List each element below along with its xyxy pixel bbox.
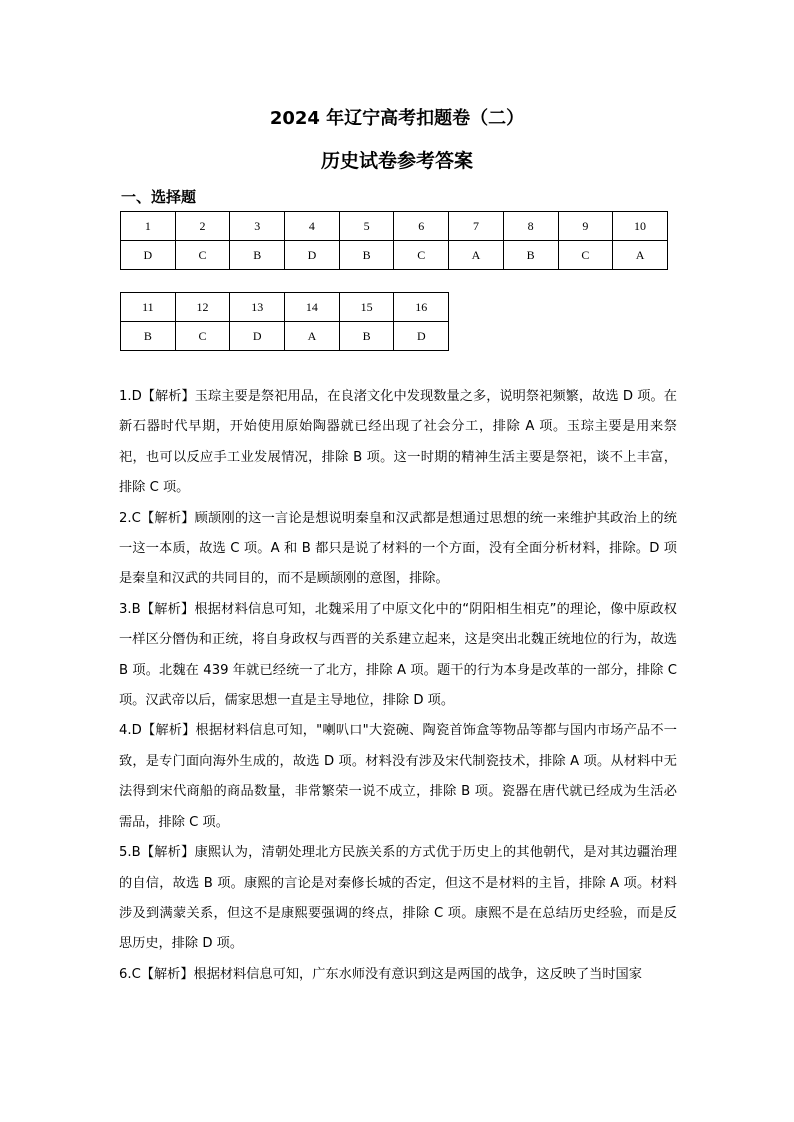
question-number: 8 [503,212,558,241]
question-number: 3 [230,212,285,241]
question-number: 2 [175,212,230,241]
answer-table-2 [120,292,449,351]
answer-cell: B [503,241,558,270]
question-number: 14 [285,293,340,322]
answer-cell: A [449,241,504,270]
question-number: 5 [339,212,394,241]
answer-cell: C [175,322,230,351]
question-number: 13 [230,293,285,322]
explanation-q6: 6.C【解析】根据材料信息可知，广东水师没有意识到这是两国的战争，这反映了当时国家 [119,966,642,982]
answer-cell: B [230,241,285,270]
answer-cell: B [339,241,394,270]
explanation-q2: 2.C【解析】顾颉刚的这一言论是想说明秦皇和汉武都是想通过思想的统一来维护其政治上的统一这一本质，故选 C 项。A 和 B 都只是说了材料的一个方面，没有全面分析材料，排除。D 项是秦皇和汉武的共同目的，而不是顾颉刚的意图，排除。 [119,510,677,587]
answer-explanations [119,382,677,990]
answer-cell: B [339,322,394,351]
answer-cell: A [613,241,668,270]
explanation-q5: 5.B【解析】康熙认为，清朝处理北方民族关系的方式优于历史上的其他朝代，是对其边疆治理的自信，故选 B 项。康熙的言论是对秦修长城的否定，但这不是材料的主旨，排除 A 项。材料涉及到满蒙关系，但这不是康熙要强调的终点，排除 C 项。康熙不是在总结历史经验，而是反思历史，排除 D 项。 [119,845,677,952]
question-number: 9 [558,212,613,241]
answer-cell: C [175,241,230,270]
question-number: 10 [613,212,668,241]
section-heading-multiple-choice: 一、选择题 [121,188,197,206]
question-number: 15 [339,293,394,322]
answer-cell: D [394,322,449,351]
answer-cell: C [558,241,613,270]
answer-cell: D [121,241,176,270]
answer-cell: C [394,241,449,270]
question-number: 4 [285,212,340,241]
answer-row [121,241,668,270]
question-number: 7 [449,212,504,241]
question-number: 1 [121,212,176,241]
question-number-row [121,212,668,241]
explanation-q1: 1.D【解析】玉琮主要是祭祀用品，在良渚文化中发现数量之多，说明祭祀频繁，故选 D 项。在新石器时代早期，开始使用原始陶器就已经出现了社会分工，排除 A 项。玉琮主要是用来祭祀，也可以反应手工业发展情况，排除 B 项。这一时期的精神生活主要是祭祀，谈不上丰富，排除 C 项。 [119,389,677,496]
document-title: 2024 年辽宁高考扣题卷（二） [269,108,525,129]
explanation-q4: 4.D【解析】根据材料信息可知，"喇叭口"大瓷碗、陶瓷首饰盒等物品等都与国内市场产品不一致，是专门面向海外生成的，故选 D 项。材料没有涉及宋代制瓷技术，排除 A 项。从材料中无法得到宋代商船的商品数量，非常繁荣一说不成立，排除 B 项。瓷器在唐代就已经成为生活必需品，排除 C 项。 [119,723,677,830]
answer-table-1 [120,211,668,270]
question-number: 6 [394,212,449,241]
answer-row [121,322,449,351]
answer-cell: B [121,322,176,351]
document-subtitle: 历史试卷参考答案 [320,150,473,172]
explanation-q3: 3.B【解析】根据材料信息可知，北魏采用了中原文化中的“阴阳相生相克”的理论，像中原政权一样区分僭伪和正统，将自身政权与西晋的关系建立起来，这是突出北魏正统地位的行为，故选 B 项。北魏在 439 年就已经统一了北方，排除 A 项。题干的行为本身是改革的一部分，排除 C 项。汉武帝以后，儒家思想一直是主导地位，排除 D 项。 [119,601,677,709]
question-number: 16 [394,293,449,322]
answer-cell: D [285,241,340,270]
answer-cell: D [230,322,285,351]
question-number-row [121,293,449,322]
question-number: 11 [121,293,176,322]
answer-cell: A [285,322,340,351]
question-number: 12 [175,293,230,322]
